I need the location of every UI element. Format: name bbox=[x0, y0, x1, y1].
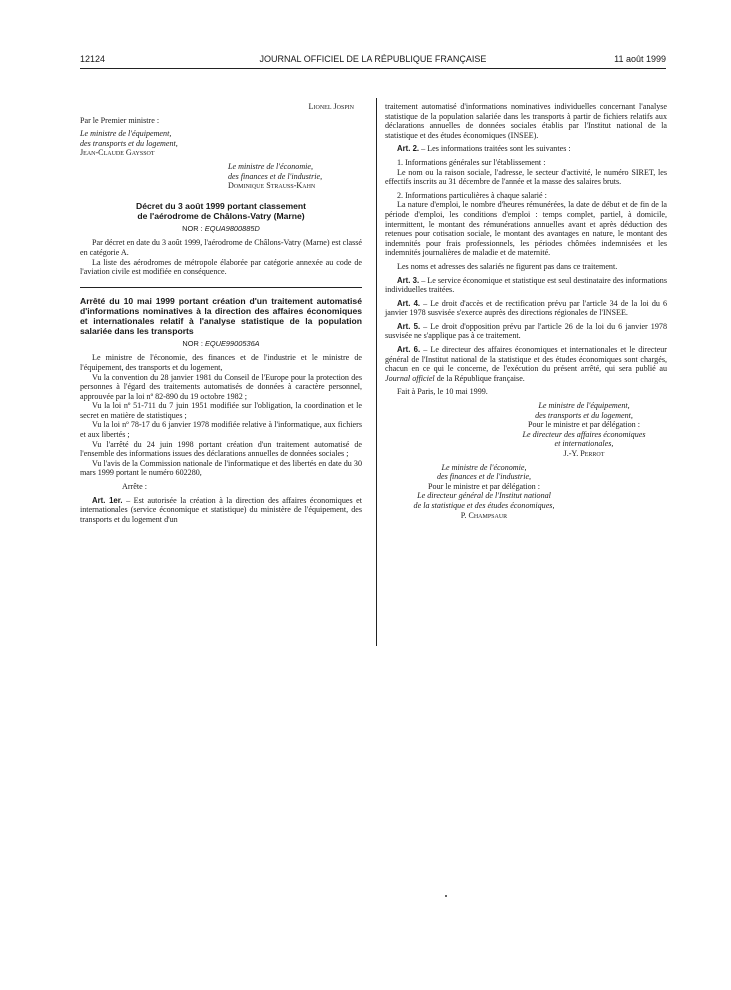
article-4 bbox=[385, 299, 667, 318]
article-4-label: Art. 4. bbox=[397, 298, 421, 308]
decret-section bbox=[80, 201, 362, 277]
article-6-text-b: de la République française. bbox=[434, 373, 525, 383]
section-separator bbox=[80, 287, 362, 288]
arrete-section bbox=[80, 296, 362, 525]
decret-title bbox=[80, 201, 362, 221]
article-2-text: – Les informations traitées sont les suivantes : bbox=[419, 144, 571, 154]
signature-block-2 bbox=[385, 463, 667, 521]
arrete-paragraph-3: Vu la loi nº 51-711 du 7 juin 1951 modifiée sur l'obligation, la coordination et le secret en matière de statistiques ; bbox=[80, 401, 362, 420]
arrete-title: Arrêté du 10 mai 1999 portant création d'un traitement automatisé d'informations nominatives à la direction des affaires économiques et internationales relatif à l'analyse statistique de la population salariée dans les transports bbox=[80, 295, 362, 336]
decret-nor bbox=[80, 224, 362, 234]
article-6 bbox=[385, 345, 667, 383]
arrete-paragraph-6: Vu l'avis de la Commission nationale de l'informatique et des libertés en date du 30 mars 1999 portant le numéro 602280, bbox=[80, 458, 362, 478]
par-premier-ministre: Par le Premier ministre : bbox=[80, 115, 160, 125]
sig1-line5: et internationales, bbox=[554, 439, 614, 449]
sig1-name: J.-Y. Perrot bbox=[563, 449, 605, 458]
article-2-item-2: 2. Informations particulières à chaque salarié : bbox=[397, 190, 547, 200]
article-5-label: Art. 5. bbox=[397, 321, 421, 331]
issue-date: 11 août 1999 bbox=[614, 54, 666, 64]
article-2-item-2-text: La nature d'emploi, le nombre d'heures rémunérées, la date de début et de fin de la période d'emploi, les conditions d'emploi : temps complet, partiel, à domicile, intermittent, le montant des rémunérations annuelles avant et après déduction des retenues pour cotisation sociale, le montant des avantages en nature, le montant des indemnités pour frais professionnels, les périodes chômées indemnisées et les indemnités journalières de maladie et de maternité. bbox=[385, 200, 667, 258]
article-2-item-1-text: Le nom ou la raison sociale, l'adresse, le secteur d'activité, le numéro SIRET, les effectifs inscrits au 31 décembre de l'année et la masse des salaires bruts. bbox=[385, 167, 667, 187]
column-divider bbox=[376, 98, 377, 646]
arrete-paragraph-2: Vu la convention du 28 janvier 1981 du Conseil de l'Europe pour la protection des personnes à l'égard des traitements automatisés de données à caractère personnel, approuvée par la loi nº 82-890 du 19 octobre 1982 ; bbox=[80, 372, 362, 401]
fait-a-paris: Fait à Paris, le 10 mai 1999. bbox=[397, 387, 488, 397]
decret-paragraph-1: Par décret en date du 3 août 1999, l'aérodrome de Châlons-Vatry (Marne) est classé en catégorie A. bbox=[80, 238, 362, 257]
sig1-line4: Le directeur des affaires économiques bbox=[522, 429, 646, 439]
signature-block-1 bbox=[385, 401, 667, 459]
article-2-label: Art. 2. bbox=[397, 144, 420, 154]
article-5-text: – Le droit d'opposition prévu par l'article 26 de la loi du 6 janvier 1978 susvisée ne s'applique pas à ce traitement. bbox=[385, 321, 667, 341]
article-6-text-a: – Le directeur des affaires économiques et internationales et le directeur général de l'Institut national de la statistique et des études économiques sont chargés, chacun en ce qui le concerne, de l'exécution du présent arrêté, qui sera publié au bbox=[385, 345, 667, 374]
arrete-nor-code: EQUE9900536A bbox=[204, 338, 260, 348]
decret-title-line2: de l'aérodrome de Châlons-Vatry (Marne) bbox=[137, 210, 305, 221]
signature-prime-minister: Lionel Jospin bbox=[308, 102, 354, 111]
article-6-label: Art. 6. bbox=[397, 345, 421, 355]
right-column bbox=[385, 102, 667, 520]
article-1 bbox=[80, 496, 362, 525]
article-5 bbox=[385, 322, 667, 341]
sig1-line3: Pour le ministre et par délégation : bbox=[528, 420, 640, 430]
left-column bbox=[80, 102, 362, 524]
article-3-text: – Le service économique et statistique est seul destinataire des informations individuelles traitées. bbox=[385, 275, 667, 295]
sig2-line5: de la statistique et des études économiques, bbox=[413, 500, 555, 510]
sig1-line2: des transports et du logement, bbox=[535, 410, 633, 420]
article-2 bbox=[385, 144, 667, 154]
article-2-item-1: 1. Informations générales sur l'établissement : bbox=[397, 157, 546, 167]
sig2-line3: Pour le ministre et par délégation : bbox=[428, 481, 540, 491]
journal-title: JOURNAL OFFICIEL DE LA RÉPUBLIQUE FRANÇAISE bbox=[259, 54, 487, 64]
arrete-paragraph-1: Le ministre de l'économie, des finances et de l'industrie et le ministre de l'équipement, des transports et du logement, bbox=[80, 353, 362, 372]
article-1-continued: traitement automatisé d'informations nominatives individuelles concernant l'analyse statistique de la population salariée dans les transports à partir de fichiers relatifs aux déclarations annuelles de données sociales établis par l'Institut national de la statistique et des études économiques (INSEE). bbox=[385, 102, 667, 140]
arrete-paragraph-5: Vu l'arrêté du 24 juin 1998 portant création d'un traitement automatisé de l'ensemble des informations issues des déclarations annuelles de données sociales ; bbox=[80, 439, 362, 459]
decret-nor-code: EQUA9800885D bbox=[204, 223, 260, 233]
page-number: 12124 bbox=[80, 54, 106, 64]
article-2-noms: Les noms et adresses des salariés ne figurent pas dans ce traitement. bbox=[397, 261, 618, 271]
article-3-label: Art. 3. bbox=[397, 275, 420, 285]
sig-equip-name: Jean-Claude Gayssot bbox=[80, 148, 155, 158]
signature-block-economie bbox=[80, 162, 362, 191]
arrete-nor bbox=[80, 339, 362, 349]
article-1-label: Art. 1er. bbox=[92, 495, 123, 505]
decret-paragraph-2: La liste des aérodromes de métropole élaborée par catégorie annexée au code de l'aviation civile est modifiée en conséquence. bbox=[80, 257, 362, 277]
header-rule bbox=[80, 68, 666, 69]
signature-block-equipement bbox=[80, 129, 362, 158]
article-3 bbox=[385, 276, 667, 295]
sig-eco-line2: des finances et de l'industrie, bbox=[228, 171, 323, 181]
sig-eco-line1: Le ministre de l'économie, bbox=[228, 161, 314, 171]
sig1-line1: Le ministre de l'équipement, bbox=[538, 401, 630, 411]
sig2-line2: des finances et de l'industrie, bbox=[436, 472, 532, 482]
sig2-line1: Le ministre de l'économie, bbox=[441, 462, 527, 472]
arrete-label: Arrête : bbox=[122, 482, 147, 492]
article-4-text: – Le droit d'accès et de rectification prévu par l'article 34 de la loi du 6 janvier 1978 susvisée s'exerce auprès des directions régionales de l'INSEE. bbox=[385, 298, 667, 318]
sig-equip-line1: Le ministre de l'équipement, bbox=[80, 129, 172, 139]
sig-equip-line2: des transports et du logement, bbox=[80, 138, 178, 148]
decret-nor-label: NOR : bbox=[182, 223, 205, 233]
article-1-text: – Est autorisée la création à la direction des affaires économiques et internationales (service économique et statistique) du ministère de l'équipement, des transports et du logement d'un bbox=[80, 495, 362, 524]
arrete-nor-label: NOR : bbox=[182, 338, 205, 348]
sig-eco-name: Dominique Strauss-Kahn bbox=[228, 181, 316, 191]
decret-title-line1: Décret du 3 août 1999 portant classement bbox=[135, 200, 307, 211]
page-header bbox=[80, 54, 666, 68]
sig2-name: P. Champsaur bbox=[460, 510, 508, 520]
sig2-line4: Le directeur général de l'Institut national bbox=[417, 491, 551, 501]
page-speck bbox=[445, 895, 447, 897]
arrete-paragraph-4: Vu la loi nº 78-17 du 6 janvier 1978 modifiée relative à l'informatique, aux fichiers et aux libertés ; bbox=[80, 420, 362, 440]
article-6-journal-officiel: Journal officiel bbox=[385, 373, 435, 383]
